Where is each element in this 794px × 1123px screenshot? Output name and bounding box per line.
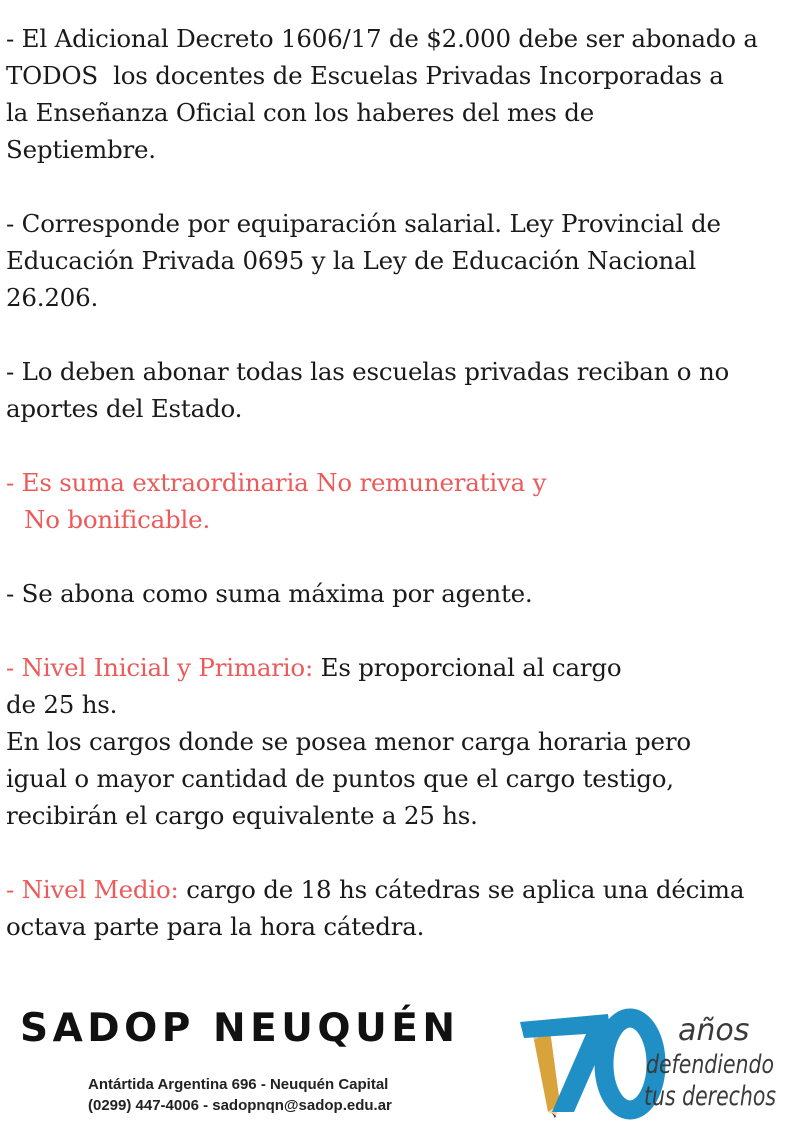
text-line: - Lo deben abonar todas las escuelas privadas reciban o no (6, 357, 730, 386)
text-line: octava parte para la hora cátedra. (6, 912, 425, 941)
text-line: Septiembre. (6, 135, 156, 164)
text-line: la Enseñanza Oficial con los haberes del mes de (6, 98, 595, 127)
paragraph-adicional (6, 20, 788, 168)
text-line: - Corresponde por equiparación salarial. Ley Provincial de (6, 209, 721, 238)
highlight-label: - Nivel Inicial y Primario: (6, 653, 314, 682)
text-line (6, 871, 788, 908)
text-line: TODOS los docentes de Escuelas Privadas Incorporadas a (6, 61, 724, 90)
logo-line-derechos: tus derechos (644, 1081, 776, 1112)
text-line: No bonificable. (24, 505, 211, 534)
logo-line-anos: años (678, 1013, 750, 1048)
address-line: Antártida Argentina 696 - Neuquén Capital (88, 1076, 389, 1093)
text-line: de 25 hs. (6, 690, 118, 719)
text-fragment: Es proporcional al cargo (313, 653, 622, 682)
text-line: igual o mayor cantidad de puntos que el cargo testigo, (6, 764, 674, 793)
logo-line-defendiendo: defendiendo (646, 1050, 774, 1080)
text-line: aportes del Estado. (6, 394, 243, 423)
anniversary-logo (512, 1000, 782, 1118)
text-line: Educación Privada 0695 y la Ley de Educación Nacional (6, 246, 696, 275)
text-line (6, 649, 788, 686)
text-line: - Se abona como suma máxima por agente. (6, 579, 533, 608)
highlight-label: - Nivel Medio: (6, 875, 179, 904)
text-line: - El Adicional Decreto 1606/17 de $2.000 debe ser abonado a (6, 24, 758, 53)
text-line: - Es suma extraordinaria No remunerativa y (6, 468, 547, 497)
contact-line: (0299) 447-4006 - sadopnqn@sadop.edu.ar (88, 1097, 392, 1114)
paragraph-suma-extraordinaria (6, 464, 788, 538)
text-fragment: cargo de 18 hs cátedras se aplica una décima (178, 875, 745, 904)
paragraph-equiparacion (6, 205, 788, 316)
brand-name: SADOP NEUQUÉN (20, 1006, 460, 1051)
text-line: recibirán el cargo equivalente a 25 hs. (6, 801, 478, 830)
text-line: 26.206. (6, 283, 99, 312)
paragraph-suma-maxima (6, 575, 788, 612)
paragraph-nivel-medio (6, 871, 788, 945)
paragraph-nivel-inicial (6, 649, 788, 834)
contact-block (88, 1074, 392, 1116)
document-body (6, 20, 788, 945)
paragraph-escuelas (6, 353, 788, 427)
text-line: En los cargos donde se posea menor carga horaria pero (6, 727, 691, 756)
